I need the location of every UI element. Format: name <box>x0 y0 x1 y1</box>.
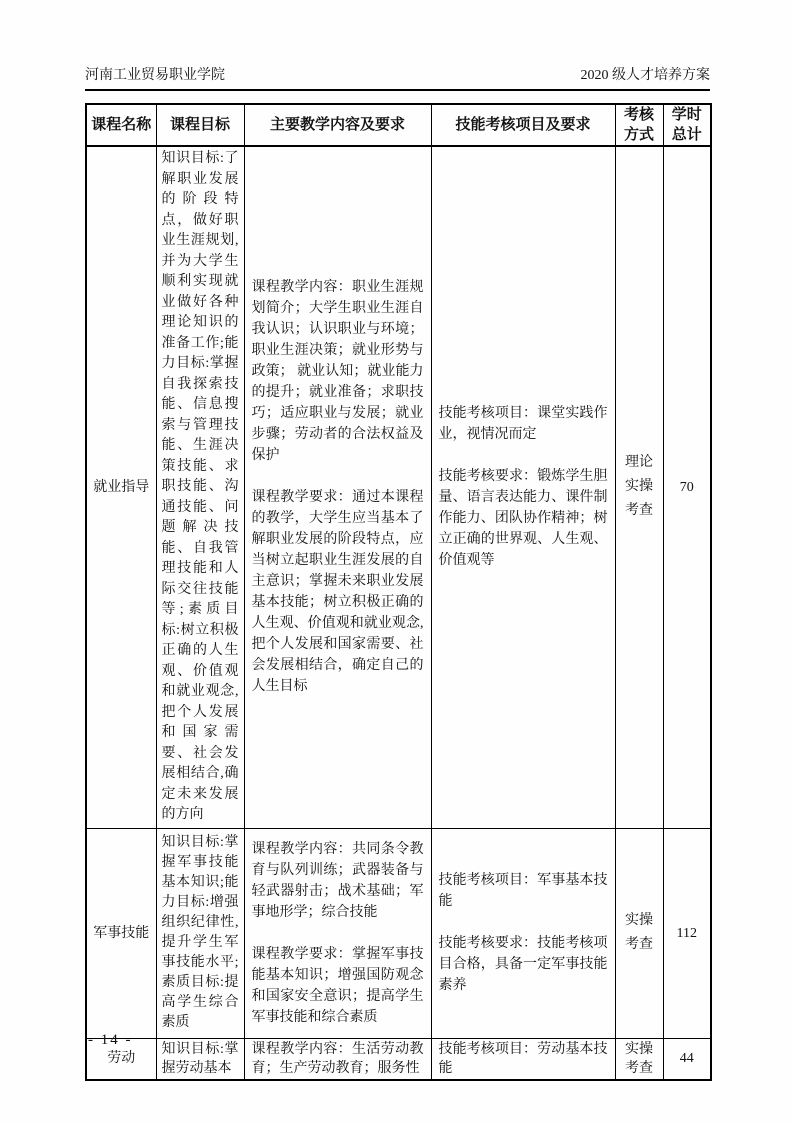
assessment-requirements-paragraph: 技能考核要求：技能考核项目合格，具备一定军事技能素养 <box>438 936 608 993</box>
assessment-method-cell: 实操考查 <box>615 1038 663 1080</box>
skill-assessment-cell <box>431 828 615 1038</box>
header-course-name: 课程名称 <box>86 104 156 146</box>
teaching-requirements-paragraph: 课程教学要求：掌握军事技能基本知识；增强国防观念和国家安全意识；提高学生军事技能和综合素质 <box>251 946 424 1025</box>
objectives-text: 知识目标:掌握劳动基本 <box>161 1041 239 1076</box>
course-table <box>85 103 712 1081</box>
teaching-requirements-paragraph: 课程教学要求：通过本课程的教学，大学生应当基本了解职业发展的阶段特点，应当树立起职业生涯发展的自主意识；掌握未来职业发展基本技能；树立积极正确的人生观、价值观和就业观念,把个人发展和国家需要、社会发展相结合，确定自己的人生目标 <box>251 490 424 695</box>
assessment-items-paragraph: 技能考核项目：军事基本技能 <box>438 873 608 909</box>
assessment-requirements-paragraph: 技能考核要求：锻炼学生胆量、语言表达能力、课件制作能力、团队协作精神；树立正确的世界观、人生观、价值观等 <box>438 469 608 569</box>
course-name-cell: 就业指导 <box>86 146 156 828</box>
course-objectives-cell <box>156 828 244 1038</box>
header-course-objectives: 课程目标 <box>156 104 244 146</box>
total-hours-cell: 44 <box>663 1038 711 1080</box>
teaching-content-cell <box>244 146 431 828</box>
page-number: - 14 - <box>88 1032 133 1048</box>
table-row-employment-guidance <box>86 146 711 828</box>
assessment-items-paragraph: 技能考核项目：课堂实践作业，视情况而定 <box>438 406 608 443</box>
objectives-text: 知识目标:掌握军事技能基本知识;能力目标:增强组织纪律性,提升学生军事技能水平;素质目标:提高学生综合素质 <box>161 835 239 1030</box>
header-school-name: 河南工业贸易职业学院 <box>85 68 225 83</box>
running-head <box>85 64 710 91</box>
teaching-content-paragraph: 课程教学内容：共同条令教育与队列训练；武器装备与轻武器射击；战术基础；军事地形学；综合技能 <box>251 841 424 920</box>
assessment-items-paragraph: 技能考核项目：劳动基本技能 <box>438 1041 608 1076</box>
table-row-labor <box>86 1038 711 1080</box>
skill-assessment-cell <box>431 146 615 828</box>
header-plan-title: 2020 级人才培养方案 <box>580 68 710 83</box>
header-total-hours: 学时总计 <box>663 104 711 146</box>
course-objectives-cell <box>156 1038 244 1080</box>
assessment-method-cell: 理论实操考查 <box>615 146 663 828</box>
table-header-row <box>86 104 711 146</box>
assessment-method-cell: 实操考查 <box>615 828 663 1038</box>
teaching-content-cell <box>244 828 431 1038</box>
header-skill-assessment: 技能考核项目及要求 <box>431 104 615 146</box>
course-name-cell: 劳动 <box>86 1038 156 1080</box>
objectives-text: 知识目标:了解职业发展的阶段特点，做好职业生涯规划,并为大学生顺利实现就业做好各种理论知识的准备工作;能力目标:掌握自我探索技能、信息搜索与管理技能、生涯决策技能、求职技能、沟通技能、问题解决技能、自我管理技能和人际交往技能等;素质目标:树立积极正确的人生观、价值观和就业观念,把个人发展和国家需要、社会发展相结合,确定未来发展的方向 <box>161 151 239 822</box>
header-teaching-content: 主要教学内容及要求 <box>244 104 431 146</box>
total-hours-cell: 112 <box>663 828 711 1038</box>
table-row-military-skills <box>86 828 711 1038</box>
skill-assessment-cell <box>431 1038 615 1080</box>
teaching-content-paragraph: 课程教学内容：生活劳动教育；生产劳动教育；服务性 <box>251 1041 424 1076</box>
header-assessment-method: 考核方式 <box>615 104 663 146</box>
teaching-content-paragraph: 课程教学内容：职业生涯规划简介；大学生职业生涯自我认识；认识职业与环境；职业生涯决策；就业形势与政策； 就业认知；就业能力的提升；就业准备；求职技巧；适应职业与发展；就业步骤；劳动者的合法权益及保护 <box>251 280 424 464</box>
total-hours-cell: 70 <box>663 146 711 828</box>
course-objectives-cell <box>156 146 244 828</box>
teaching-content-cell <box>244 1038 431 1080</box>
course-name-cell: 军事技能 <box>86 828 156 1038</box>
